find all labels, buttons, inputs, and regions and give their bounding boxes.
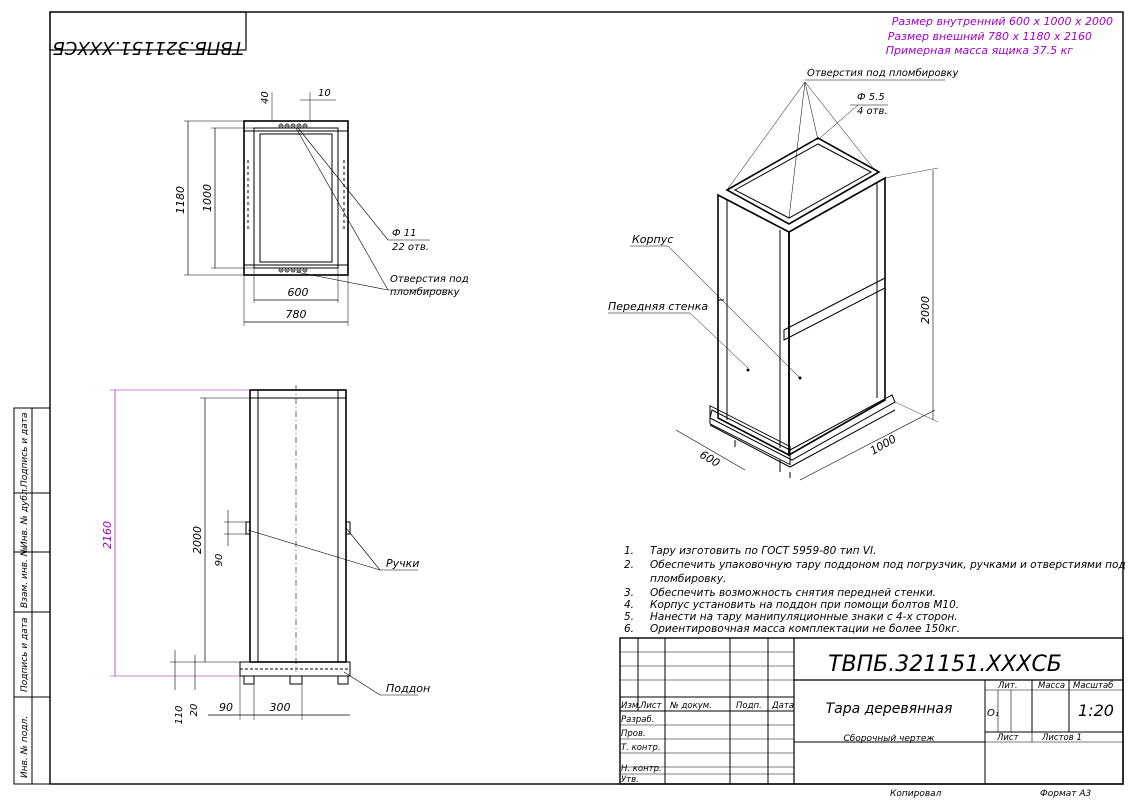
svg-text:600: 600: [287, 286, 309, 299]
svg-text:Корпус: Корпус: [632, 233, 674, 246]
left-strip: [14, 408, 50, 784]
svg-text:О₁: О₁: [987, 708, 999, 719]
svg-text:10: 10: [318, 88, 331, 99]
svg-text:Пров.: Пров.: [621, 729, 646, 739]
seal-holes-top: [279, 124, 307, 272]
svg-text:90: 90: [214, 553, 225, 567]
title-block: [620, 638, 1123, 785]
strip-label-5: Инв. № подл.: [20, 715, 30, 778]
svg-text:22 отв.: 22 отв.: [392, 242, 429, 253]
note-num-6: 6.: [624, 623, 635, 635]
strip-label-4: Подпись и дата: [20, 617, 30, 692]
svg-text:Подп.: Подп.: [736, 701, 762, 711]
svg-text:Масштаб: Масштаб: [1073, 681, 1114, 691]
svg-text:Размер внутренний 600 х 1000: Размер внутренний 600 х 1000 х 2000: [891, 15, 1113, 28]
svg-text:90: 90: [219, 701, 233, 714]
svg-text:1000: 1000: [201, 184, 214, 212]
tb-name: Тара деревянная: [825, 701, 953, 717]
svg-text:Ф 11: Ф 11: [392, 228, 417, 239]
note-text-6: Ориентировочная масса комплектации не более 150кг.: [650, 623, 961, 635]
note-text-5: Нанести на тару манипуляционные знаки с 4-х сторон.: [650, 611, 958, 623]
format-label: Формат А3: [1040, 789, 1092, 799]
svg-text:1000: 1000: [867, 432, 899, 458]
svg-text:Лист: Лист: [997, 733, 1019, 743]
svg-text:Размер внешний 780 х 1180 х 2: Размер внешний 780 х 1180 х 2160: [887, 30, 1092, 43]
top-view: [174, 88, 469, 326]
svg-text:Листов 1: Листов 1: [1042, 733, 1082, 743]
svg-text:2000: 2000: [919, 296, 932, 324]
svg-text:2160: 2160: [101, 521, 114, 549]
iso-view: [608, 67, 960, 480]
svg-text:2000: 2000: [191, 526, 204, 554]
svg-text:Т. контр.: Т. контр.: [621, 743, 661, 753]
svg-text:Примерная масса ящика 37.5 кг: Примерная масса ящика 37.5 кг: [885, 44, 1073, 57]
svg-text:Разраб.: Разраб.: [621, 715, 655, 725]
note-num-4: 4.: [624, 599, 635, 611]
svg-text:Ф 5.5: Ф 5.5: [857, 92, 885, 103]
mirrored-stamp-text: ТВПБ.321151.ХХХСБ: [52, 37, 244, 58]
note-text-4: Корпус установить на поддон при помощи болтов М10.: [650, 599, 960, 611]
note-text-3: Обеспечить возможность снятия передней стенки.: [650, 587, 937, 599]
svg-text:300: 300: [269, 701, 291, 714]
svg-text:Ручки: Ручки: [386, 557, 420, 570]
side-view: [101, 385, 430, 725]
svg-text:Дата: Дата: [772, 701, 795, 711]
svg-text:110: 110: [174, 705, 185, 725]
note-num-2: 2.: [624, 559, 635, 571]
tb-scale: 1:20: [1078, 701, 1114, 720]
svg-text:Масса: Масса: [1038, 681, 1066, 691]
svg-text:№ докум.: № докум.: [670, 701, 712, 711]
svg-text:780: 780: [285, 308, 307, 321]
technical-notes: [624, 545, 1126, 635]
tb-doc-type: Сборочный чертеж: [843, 734, 935, 744]
note-text-2: Обеспечить упаковочную тару поддоном под погрузчик, ручками и отверстиями под: [650, 559, 1126, 571]
header-info: [886, 15, 1113, 57]
svg-text:Лист: Лист: [640, 701, 662, 711]
strip-label-1: Подпись и дата: [20, 412, 30, 487]
svg-text:Изм.: Изм.: [621, 701, 641, 711]
svg-text:Отверстия под пломбировку: Отверстия под пломбировку: [807, 68, 959, 79]
svg-text:Поддон: Поддон: [386, 682, 431, 695]
svg-text:Утв.: Утв.: [621, 775, 639, 785]
svg-text:пломбировку: пломбировку: [390, 287, 460, 298]
svg-text:20: 20: [189, 703, 200, 717]
note-num-1: 1.: [624, 545, 635, 557]
note-text-1: Тару изготовить по ГОСТ 5959-80 тип VI.: [650, 545, 877, 557]
note-num-5: 5.: [624, 611, 635, 623]
note-num-3: 3.: [624, 587, 635, 599]
svg-text:Н. контр.: Н. контр.: [621, 764, 662, 774]
copied-label: Копировал: [890, 789, 942, 799]
svg-text:Лит.: Лит.: [998, 681, 1018, 691]
svg-text:40: 40: [260, 91, 271, 104]
svg-text:Передняя стенка: Передняя стенка: [608, 300, 709, 313]
svg-text:600: 600: [697, 448, 723, 470]
svg-text:1180: 1180: [174, 186, 187, 214]
tb-designation: ТВПБ.321151.ХХХСБ: [828, 652, 1062, 677]
svg-text:Отверстия под: Отверстия под: [390, 274, 469, 285]
note-text-2b: пломбировку.: [650, 573, 727, 585]
svg-text:4 отв.: 4 отв.: [857, 106, 888, 117]
strip-label-3: Взам. инв. №: [20, 546, 30, 608]
strip-label-2: Инв. № дубл.: [20, 486, 30, 548]
